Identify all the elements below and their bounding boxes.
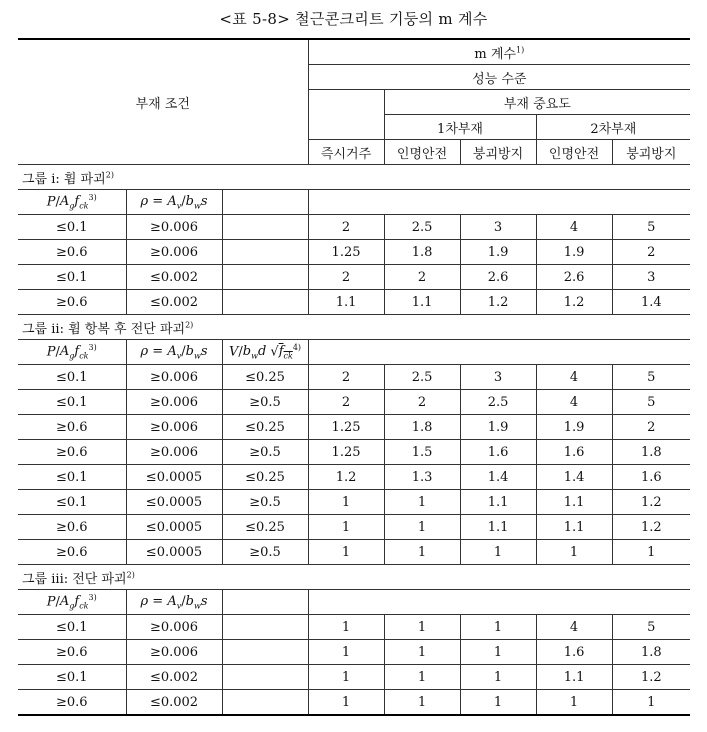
m-value-cell: 1.6 xyxy=(536,640,612,665)
m-value-cell: 1.2 xyxy=(308,465,384,490)
m-value-cell: 5 xyxy=(612,215,690,240)
rho-cell: ≤0.002 xyxy=(126,690,222,716)
m-value-cell: 1 xyxy=(308,490,384,515)
shear-ratio-label xyxy=(222,590,308,615)
m-value-cell: 2 xyxy=(308,390,384,415)
shear-ratio-cell: ≤0.25 xyxy=(222,465,308,490)
axial-ratio-cell: ≤0.1 xyxy=(18,615,126,640)
m-value-cell: 1 xyxy=(384,690,460,716)
m-value-cell: 1.3 xyxy=(384,465,460,490)
group-title xyxy=(18,565,690,590)
axial-ratio-cell: ≤0.1 xyxy=(18,665,126,690)
member-importance-header: 부재 중요도 xyxy=(384,90,690,115)
m-value-cell: 2 xyxy=(612,415,690,440)
axial-ratio-cell: ≤0.1 xyxy=(18,390,126,415)
shear-ratio-cell: ≤0.25 xyxy=(222,515,308,540)
m-value-cell: 4 xyxy=(536,365,612,390)
group-footnote: 2) xyxy=(185,320,194,330)
group-title-text: 그룹 ii: 휨 항복 후 전단 파괴 xyxy=(22,321,186,337)
m-value-cell: 1 xyxy=(536,540,612,565)
shear-ratio-cell: ≤0.25 xyxy=(222,415,308,440)
immediate-occupancy-header: 즉시거주 xyxy=(308,140,384,165)
axial-ratio-cell: ≥0.6 xyxy=(18,240,126,265)
table-row xyxy=(18,365,690,390)
m-value-cell: 1.2 xyxy=(536,290,612,315)
axial-ratio-cell: ≤0.1 xyxy=(18,465,126,490)
shear-ratio-label xyxy=(222,190,308,215)
m-value-cell: 2 xyxy=(384,390,460,415)
secondary-member-header: 2차부재 xyxy=(536,115,690,140)
footnote-3: 3) xyxy=(88,193,97,203)
rho-cell: ≤0.0005 xyxy=(126,490,222,515)
m-value-cell: 2.5 xyxy=(384,215,460,240)
m-value-cell: 1.1 xyxy=(536,490,612,515)
m-value-cell: 1 xyxy=(384,515,460,540)
m-value-cell: 1.25 xyxy=(308,440,384,465)
group-title-text: 그룹 iii: 전단 파괴 xyxy=(22,571,127,587)
m-value-cell: 1.25 xyxy=(308,240,384,265)
m-value-cell: 1 xyxy=(612,690,690,716)
m-value-cell: 1 xyxy=(460,615,536,640)
m-value-cell: 1.2 xyxy=(460,290,536,315)
axial-ratio-cell: ≥0.6 xyxy=(18,515,126,540)
group-title xyxy=(18,165,690,190)
m-value-cell: 3 xyxy=(460,365,536,390)
shear-ratio-cell xyxy=(222,665,308,690)
collapse-prevention-primary-header: 붕괴방지 xyxy=(460,140,536,165)
rho-cell: ≥0.006 xyxy=(126,415,222,440)
axial-ratio-cell: ≥0.6 xyxy=(18,540,126,565)
m-value-cell: 1 xyxy=(612,540,690,565)
m-value-cell: 1 xyxy=(384,490,460,515)
table-row xyxy=(18,390,690,415)
shear-ratio-cell xyxy=(222,290,308,315)
m-value-cell: 1.2 xyxy=(612,490,690,515)
m-value-cell: 1 xyxy=(460,540,536,565)
rho-cell: ≤0.002 xyxy=(126,665,222,690)
axial-ratio-cell: ≥0.6 xyxy=(18,690,126,716)
m-value-cell: 1.1 xyxy=(460,515,536,540)
table-row xyxy=(18,615,690,640)
shear-ratio-cell: ≥0.5 xyxy=(222,490,308,515)
blank-label-cell xyxy=(308,190,690,215)
footnote-3: 3) xyxy=(88,343,97,353)
m-value-cell: 1.8 xyxy=(384,415,460,440)
m-value-cell: 1.6 xyxy=(612,465,690,490)
table-row xyxy=(18,265,690,290)
shear-ratio-cell xyxy=(222,240,308,265)
m-value-cell: 5 xyxy=(612,390,690,415)
m-value-cell: 1.1 xyxy=(384,290,460,315)
table-row xyxy=(18,640,690,665)
rho-cell: ≤0.002 xyxy=(126,265,222,290)
rho-cell: ≤0.0005 xyxy=(126,465,222,490)
table-row xyxy=(18,490,690,515)
m-value-cell: 1.1 xyxy=(308,290,384,315)
axial-ratio-cell: ≤0.1 xyxy=(18,265,126,290)
m-factor-header: m 계수$^{1)}$ xyxy=(308,39,690,65)
shear-ratio-cell xyxy=(222,690,308,716)
rho-cell: ≥0.006 xyxy=(126,365,222,390)
rho-cell: ≥0.006 xyxy=(126,390,222,415)
axial-ratio-label: $P/A_gf_{ck}^{3)}$ xyxy=(18,590,126,615)
m-value-cell: 1.9 xyxy=(536,240,612,265)
m-value-cell: 1 xyxy=(384,615,460,640)
m-value-cell: 4 xyxy=(536,215,612,240)
m-value-cell: 2 xyxy=(612,240,690,265)
m-value-cell: 5 xyxy=(612,615,690,640)
m-value-cell: 2 xyxy=(308,215,384,240)
m-value-cell: 1.4 xyxy=(612,290,690,315)
m-value-cell: 1.5 xyxy=(384,440,460,465)
life-safety-primary-header: 인명안전 xyxy=(384,140,460,165)
m-value-cell: 2.5 xyxy=(460,390,536,415)
m-value-cell: 1 xyxy=(384,540,460,565)
m-value-cell: 2 xyxy=(308,265,384,290)
m-factor-table xyxy=(18,38,690,716)
m-value-cell: 1.1 xyxy=(536,665,612,690)
m-value-cell: 1.9 xyxy=(460,240,536,265)
m-value-cell: 1 xyxy=(308,640,384,665)
blank-label-cell xyxy=(308,340,690,365)
m-value-cell: 3 xyxy=(612,265,690,290)
rho-cell: ≤0.002 xyxy=(126,290,222,315)
table-row xyxy=(18,415,690,440)
group-title-text: 그룹 i: 휨 파괴 xyxy=(22,171,106,187)
m-value-cell: 1.1 xyxy=(536,515,612,540)
m-value-cell: 3 xyxy=(460,215,536,240)
m-value-cell: 1.4 xyxy=(460,465,536,490)
shear-ratio-cell: ≥0.5 xyxy=(222,440,308,465)
rho-cell: ≥0.006 xyxy=(126,615,222,640)
shear-ratio-cell: ≥0.5 xyxy=(222,390,308,415)
m-value-cell: 1.1 xyxy=(460,490,536,515)
m-value-cell: 1.6 xyxy=(460,440,536,465)
m-value-cell: 1.8 xyxy=(612,440,690,465)
rho-cell: ≥0.006 xyxy=(126,240,222,265)
m-value-cell: 1 xyxy=(384,665,460,690)
rho-cell: ≥0.006 xyxy=(126,215,222,240)
shear-ratio-cell xyxy=(222,640,308,665)
collapse-prevention-secondary-header: 붕괴방지 xyxy=(612,140,690,165)
m-value-cell: 1 xyxy=(384,640,460,665)
shear-ratio-cell xyxy=(222,615,308,640)
m-value-cell: 1 xyxy=(308,515,384,540)
table-row xyxy=(18,515,690,540)
table-row xyxy=(18,665,690,690)
m-value-cell: 1 xyxy=(308,540,384,565)
axial-ratio-label: $P/A_gf_{ck}^{3)}$ xyxy=(18,190,126,215)
shear-ratio-cell xyxy=(222,265,308,290)
axial-ratio-cell: ≥0.6 xyxy=(18,290,126,315)
m-value-cell: 1.9 xyxy=(536,415,612,440)
m-value-cell: 1.8 xyxy=(384,240,460,265)
axial-ratio-cell: ≥0.6 xyxy=(18,640,126,665)
table-row xyxy=(18,465,690,490)
table-row xyxy=(18,215,690,240)
m-value-cell: 1.8 xyxy=(612,640,690,665)
axial-ratio-cell: ≤0.1 xyxy=(18,490,126,515)
rho-cell: ≥0.006 xyxy=(126,440,222,465)
m-value-cell: 1.9 xyxy=(460,415,536,440)
axial-ratio-cell: ≥0.6 xyxy=(18,440,126,465)
m-value-cell: 4 xyxy=(536,390,612,415)
group-title xyxy=(18,315,690,340)
footnote-3: 3) xyxy=(88,593,97,603)
m-value-cell: 1 xyxy=(308,615,384,640)
m-value-cell: 2.5 xyxy=(384,365,460,390)
shear-ratio-cell: ≤0.25 xyxy=(222,365,308,390)
m-value-cell: 1 xyxy=(460,690,536,716)
m-value-cell: 1.4 xyxy=(536,465,612,490)
rho-label: $\rho = A_v/b_ws$ xyxy=(126,190,222,215)
performance-level-header: 성능 수준 xyxy=(308,65,690,90)
axial-ratio-cell: ≤0.1 xyxy=(18,365,126,390)
m-value-cell: 1 xyxy=(460,665,536,690)
rho-cell: ≤0.0005 xyxy=(126,540,222,565)
life-safety-secondary-header: 인명안전 xyxy=(536,140,612,165)
m-value-cell: 2.6 xyxy=(536,265,612,290)
m-value-cell: 1.2 xyxy=(612,665,690,690)
m-value-cell: 2.6 xyxy=(460,265,536,290)
shear-ratio-cell xyxy=(222,215,308,240)
rho-label: $\rho = A_v/b_ws$ xyxy=(126,340,222,365)
table-row xyxy=(18,690,690,716)
axial-ratio-cell: ≥0.6 xyxy=(18,415,126,440)
table-row xyxy=(18,540,690,565)
group-footnote: 2) xyxy=(126,570,135,580)
blank-label-cell xyxy=(308,590,690,615)
rho-label: $\rho = A_v/b_ws$ xyxy=(126,590,222,615)
m-value-cell: 1 xyxy=(308,665,384,690)
primary-member-header: 1차부재 xyxy=(384,115,536,140)
m-value-cell: 1 xyxy=(308,690,384,716)
rho-cell: ≥0.006 xyxy=(126,640,222,665)
table-row xyxy=(18,240,690,265)
member-condition-header: 부재 조건 xyxy=(18,39,308,165)
m-value-cell: 4 xyxy=(536,615,612,640)
axial-ratio-label: $P/A_gf_{ck}^{3)}$ xyxy=(18,340,126,365)
m-value-cell: 1.6 xyxy=(536,440,612,465)
m-value-cell: 1.25 xyxy=(308,415,384,440)
m-value-cell: 1 xyxy=(460,640,536,665)
shear-ratio-cell: ≥0.5 xyxy=(222,540,308,565)
rho-cell: ≤0.0005 xyxy=(126,515,222,540)
axial-ratio-cell: ≤0.1 xyxy=(18,215,126,240)
blank-header-cell xyxy=(308,90,384,140)
m-value-cell: 1 xyxy=(536,690,612,716)
table-caption: <표 5-8> 철근콘크리트 기둥의 m 계수 xyxy=(219,10,488,28)
m-value-cell: 1.2 xyxy=(612,515,690,540)
shear-ratio-label: $V/b_wd$ $√f_{ck}^{4)}$ xyxy=(222,340,308,365)
m-value-cell: 2 xyxy=(384,265,460,290)
table-row xyxy=(18,440,690,465)
table-row xyxy=(18,290,690,315)
m-value-cell: 2 xyxy=(308,365,384,390)
m-value-cell: 5 xyxy=(612,365,690,390)
group-footnote: 2) xyxy=(105,170,114,180)
